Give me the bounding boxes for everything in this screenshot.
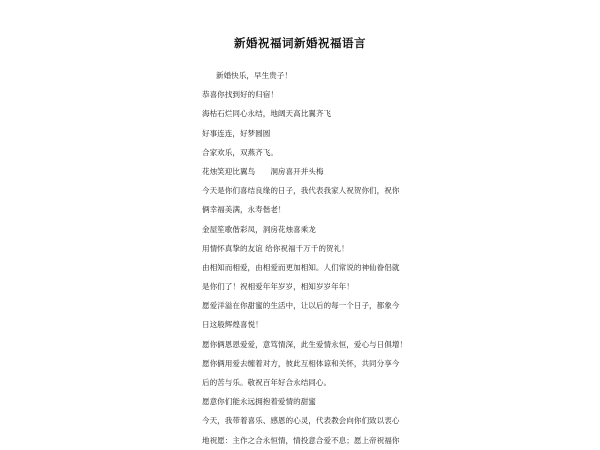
text-line: 愿意你们能永远拥抱着爱情的甜蜜	[202, 397, 316, 407]
text-line: 地祝愿：主作之合永恒情，情投意合爱不息；愿上帝祝福你	[202, 435, 400, 445]
text-line: 恭喜你找到好的归宿！	[202, 90, 278, 100]
text-line: 由相知而相爱，由相爱而更加相知。人们常说的神仙眷侣就	[202, 262, 400, 272]
text-line: 今天，我带着喜乐、感恩的心灵，代表教会向你们致以衷心	[202, 416, 400, 426]
text-line: 是你们了！祝相爱年年岁岁，相知岁岁年年！	[202, 282, 354, 292]
text-line: 用情怀真挚的友谊 给你祝福千万千的贺礼！	[202, 243, 349, 253]
text-line: 愿你俩恩恩爱爱，意笃情深，此生爱情永恒，爱心与日俱增！	[202, 339, 408, 349]
text-line: 俩幸福美满，永寿偕老！	[202, 205, 286, 215]
document-body	[202, 66, 412, 450]
text-line: 愿你俩用爱去缠着对方，彼此互相体谅和关怀，共同分享今	[202, 358, 400, 368]
text-line: 金屋笙歌偕彩凤，洞房花烛喜乘龙	[202, 224, 316, 234]
text-line: 合家欢乐，双燕齐飞。	[202, 147, 278, 157]
text-line: 后的苦与乐。敬祝百年好合永结同心。	[202, 378, 332, 387]
document-title: 新婚祝福词新婚祝福语言	[234, 36, 366, 50]
text-line: 花烛笑迎比翼鸟 洞房喜开并头梅	[202, 166, 324, 176]
text-line: 好事连连，好梦圆圆	[202, 128, 271, 138]
text-line: 今天是你们喜结良缘的日子，我代表我家人祝贺你们，祝你	[202, 186, 400, 196]
text-line: 日这般辉煌喜悦！	[202, 320, 263, 330]
text-line: 海枯石烂同心永结，地阔天高比翼齐飞	[202, 109, 332, 119]
text-line: 愿爱洋溢在你甜蜜的生活中，让以后的每一个日子，都象今	[202, 301, 400, 311]
text-line: 新婚快乐，早生贵子！	[216, 71, 292, 80]
